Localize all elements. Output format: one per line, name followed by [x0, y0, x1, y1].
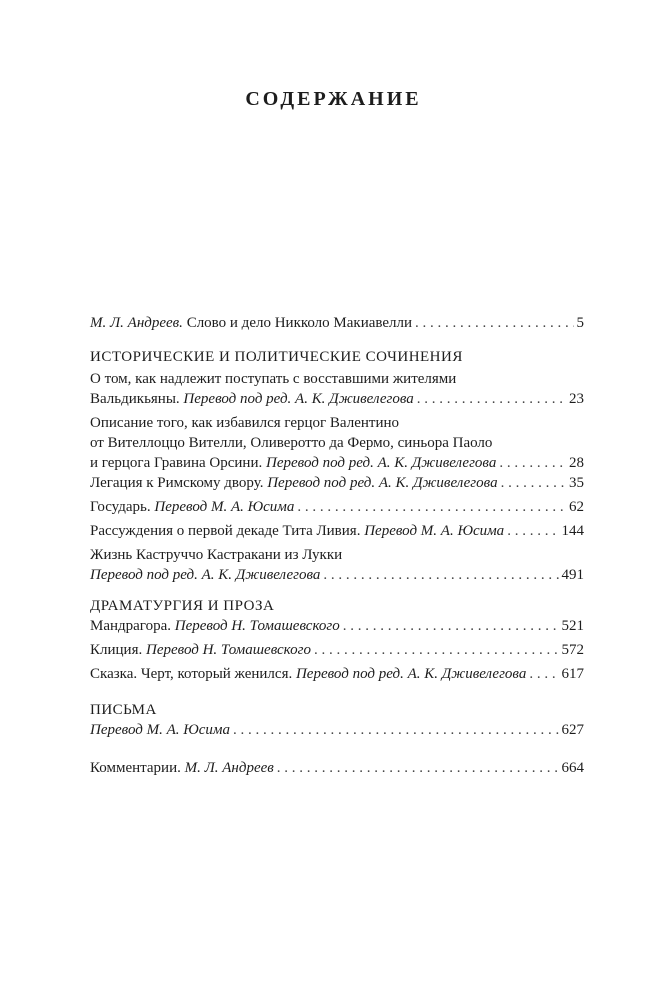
page-number: 664	[561, 760, 584, 776]
toc-entry[interactable]	[90, 497, 584, 517]
dot-leader	[415, 313, 573, 333]
entry-author: М. Л. Андреев	[184, 760, 274, 776]
entry-translator: Перевод М. А. Юсима	[90, 722, 230, 738]
entry-translator: Перевод Н. Томашевского	[174, 618, 340, 634]
page-number: 627	[561, 722, 584, 738]
toc-entry[interactable]	[90, 664, 584, 684]
page-title: СОДЕРЖАНИЕ	[245, 88, 422, 110]
entry-title: Вальдикьяны.	[90, 391, 180, 407]
entry-translator: Перевод под ред. А. К. Дживелегова	[295, 666, 527, 682]
dot-leader	[233, 720, 559, 740]
page-number: 491	[561, 567, 584, 583]
entry-translator: Перевод Н. Томашевского	[145, 642, 311, 658]
entry-translator: Перевод М. А. Юсима	[364, 523, 505, 539]
toc-entry[interactable]	[90, 545, 584, 585]
entry-title: Легация к Римскому двору.	[90, 475, 264, 491]
dot-leader	[323, 565, 558, 585]
page-number: 23	[569, 391, 584, 407]
dot-leader	[297, 497, 566, 517]
toc-entry[interactable]	[90, 616, 584, 636]
toc-entry[interactable]	[90, 720, 584, 740]
page-number: 35	[569, 475, 584, 491]
dot-leader	[314, 640, 559, 660]
toc-entry-intro[interactable]	[90, 313, 584, 333]
entry-title: Комментарии.	[90, 760, 181, 776]
toc-entry[interactable]	[90, 369, 584, 409]
page-number: 572	[561, 642, 584, 658]
toc-entry[interactable]	[90, 473, 584, 493]
toc-entry-commentary[interactable]	[90, 758, 584, 778]
page-number: 62	[569, 499, 584, 515]
dot-leader	[529, 664, 558, 684]
entry-title-line: О том, как надлежит поступать с восставшими жителями	[90, 371, 457, 387]
dot-leader	[507, 521, 558, 541]
section-heading-letters: ПИСЬМА	[90, 702, 157, 718]
page-number: 521	[561, 618, 584, 634]
dot-leader	[499, 453, 566, 473]
entry-title: Сказка. Черт, который женился.	[90, 666, 293, 682]
entry-title: Слово и дело Никколо Макиавелли	[186, 315, 413, 331]
entry-translator: Перевод под ред. А. К. Дживелегова	[90, 567, 321, 583]
dot-leader	[343, 616, 559, 636]
entry-title: Клиция.	[90, 642, 143, 658]
dot-leader	[277, 758, 559, 778]
entry-title-line: от Вителлоццо Вителли, Оливеротто да Фермо, синьора Паоло	[90, 435, 493, 451]
toc-entry[interactable]	[90, 521, 584, 541]
page-number: 28	[569, 455, 584, 471]
toc-entry[interactable]	[90, 413, 584, 473]
entry-author: М. Л. Андреев.	[90, 315, 183, 331]
entry-title: Рассуждения о первой декаде Тита Ливия.	[90, 523, 361, 539]
page-number: 5	[576, 315, 584, 331]
entry-title: Государь.	[90, 499, 151, 515]
toc-entry[interactable]	[90, 640, 584, 660]
page-number: 617	[561, 666, 584, 682]
entry-title-line: Жизнь Каструччо Кастракани из Лукки	[90, 547, 343, 563]
section-heading-historical: ИСТОРИЧЕСКИЕ И ПОЛИТИЧЕСКИЕ СОЧИНЕНИЯ	[90, 349, 463, 365]
section-heading-drama: ДРАМАТУРГИЯ И ПРОЗА	[90, 598, 275, 614]
entry-title-line: Описание того, как избавился герцог Валентино	[90, 415, 400, 431]
page-number: 144	[561, 523, 584, 539]
entry-translator: Перевод М. А. Юсима	[154, 499, 295, 515]
entry-translator: Перевод под ред. А. К. Дживелегова	[267, 475, 498, 491]
entry-translator: Перевод под ред. А. К. Дживелегова	[183, 391, 414, 407]
dot-leader	[417, 389, 566, 409]
entry-title: Мандрагора.	[90, 618, 171, 634]
entry-translator: Перевод под ред. А. К. Дживелегова	[265, 455, 497, 471]
dot-leader	[501, 473, 566, 493]
entry-title: и герцога Гравина Орсини.	[90, 455, 263, 471]
